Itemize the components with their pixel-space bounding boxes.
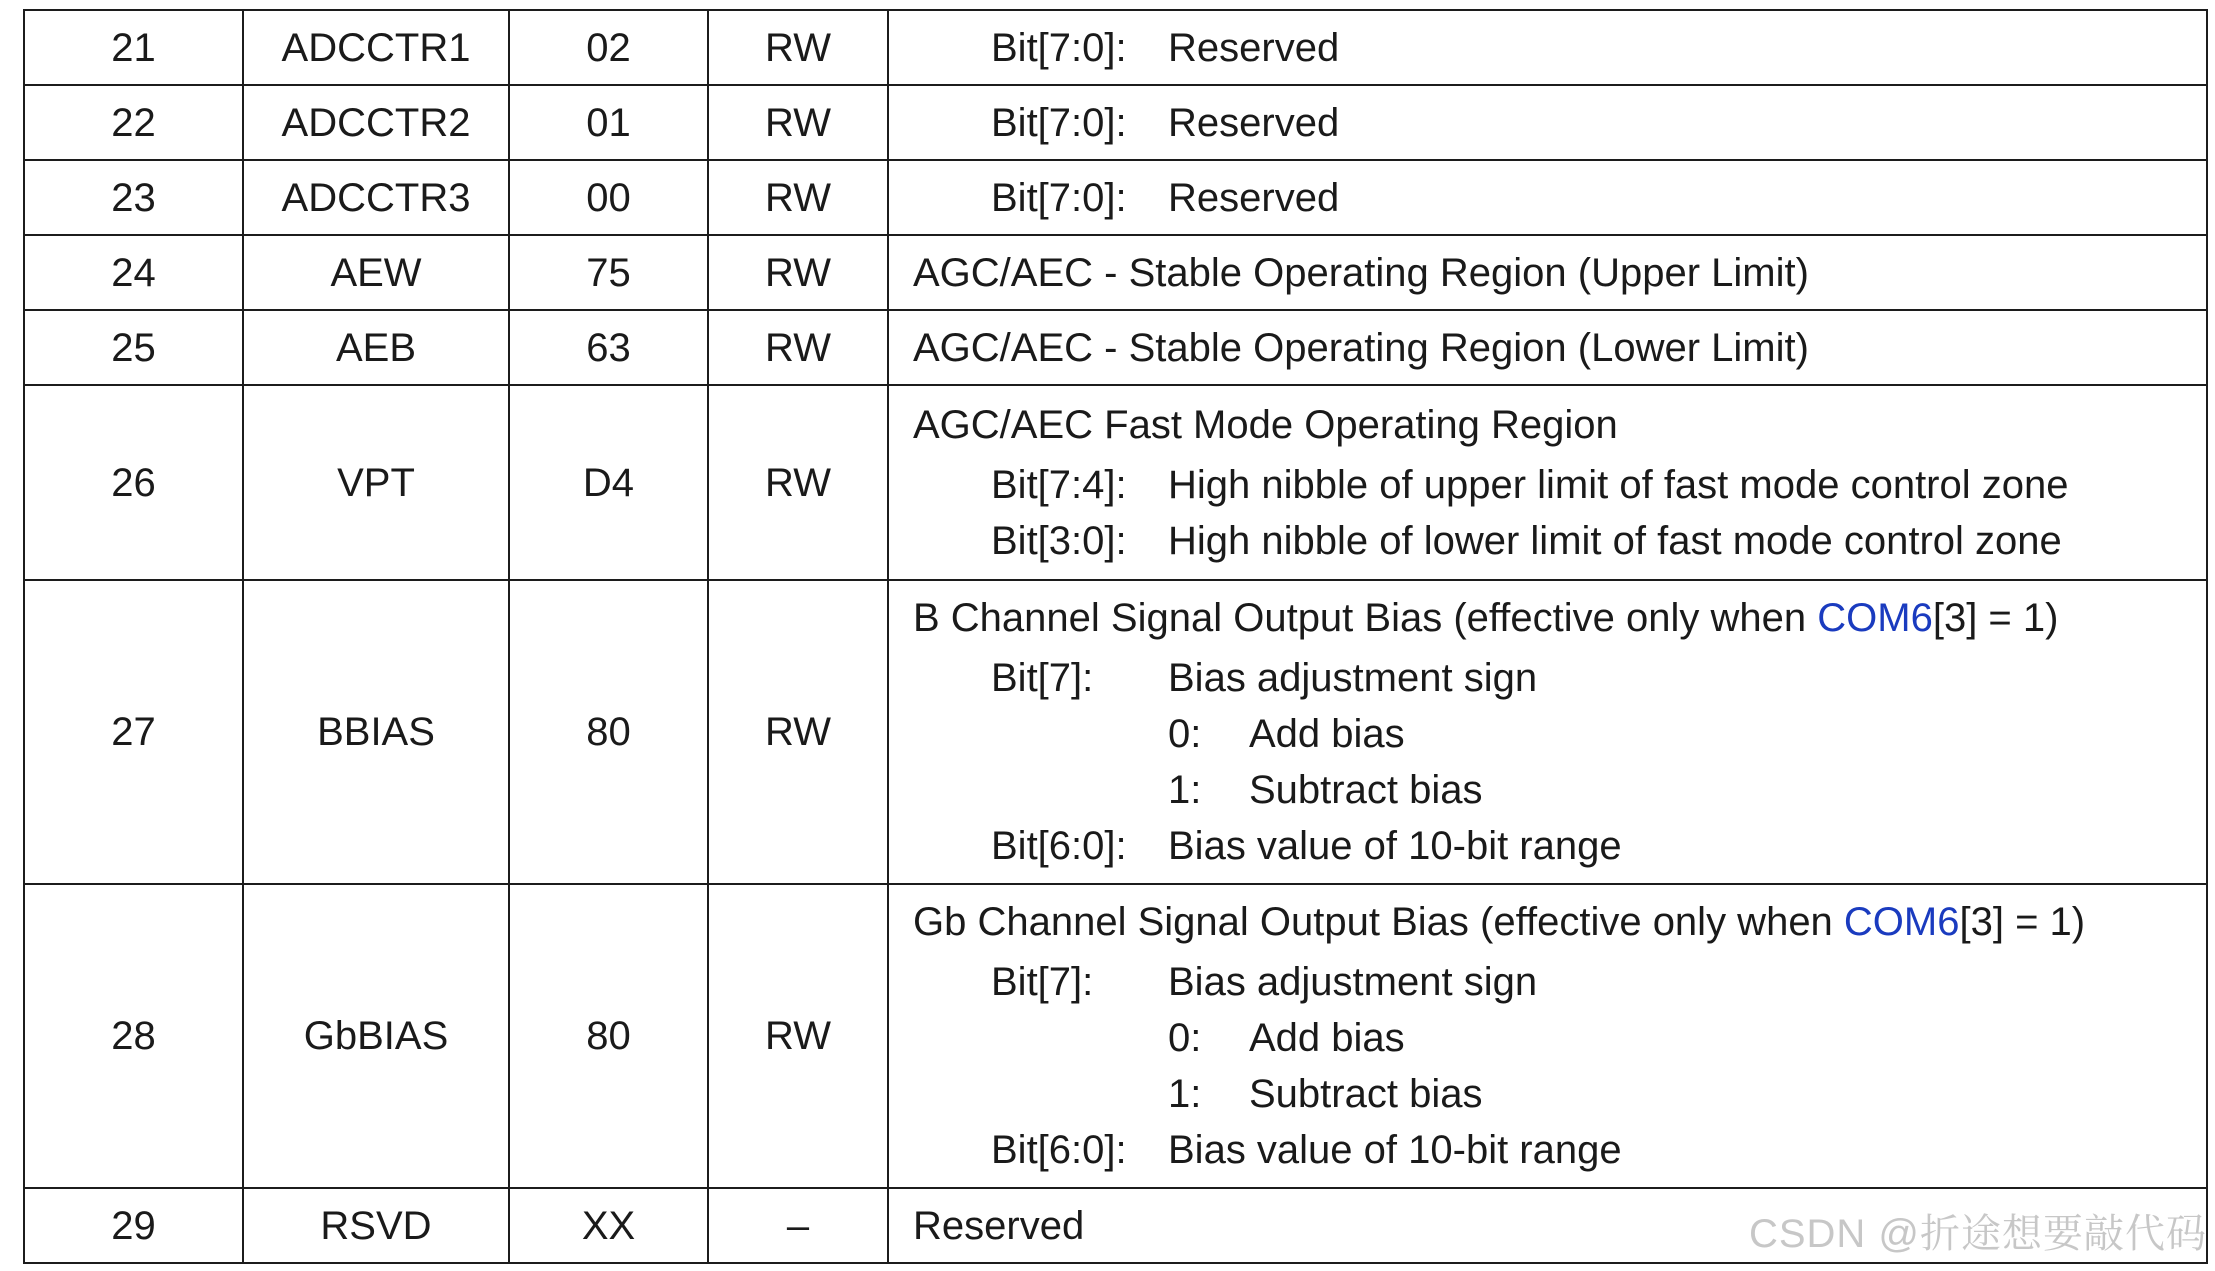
table-row-28 [24, 884, 2207, 1188]
description-cell: AGC/AEC - Stable Operating Region (Lower Limit) [888, 310, 2207, 385]
address-cell: 26 [24, 385, 243, 580]
bit-line [913, 1126, 2206, 1174]
bit-range: Bit[7:0]: [991, 175, 1127, 220]
option-key: 1: [1168, 768, 1202, 812]
rw-cell: RW [708, 884, 888, 1188]
bit-description: High nibble of upper limit of fast mode control zone [1168, 462, 2069, 507]
watermark: CSDN @折途想要敲代码 [1748, 1212, 2207, 1256]
com6-register-link[interactable]: COM6 [1843, 900, 1960, 944]
option-line [913, 1014, 2206, 1062]
bit-range: Bit[3:0]: [991, 518, 1127, 563]
description-cell [888, 884, 2207, 1188]
default-value-cell: XX [509, 1188, 708, 1263]
rw-cell: RW [708, 580, 888, 884]
address-cell: 28 [24, 884, 243, 1188]
address-cell: 24 [24, 235, 243, 310]
register-name-cell: VPT [243, 385, 509, 580]
com6-register-link[interactable]: COM6 [1817, 596, 1933, 640]
default-value-cell: D4 [509, 385, 708, 580]
address-cell: 29 [24, 1188, 243, 1263]
rw-cell: – [708, 1188, 888, 1263]
address-cell: 22 [24, 85, 243, 160]
description-cell [888, 580, 2207, 884]
option-text: Add bias [1249, 712, 1405, 756]
option-line [913, 766, 2206, 814]
register-name-cell: ADCCTR1 [243, 10, 509, 85]
table-row-22 [24, 85, 2207, 160]
rw-cell: RW [708, 310, 888, 385]
register-name-cell: ADCCTR3 [243, 160, 509, 235]
default-value-cell: 63 [509, 310, 708, 385]
register-name-cell: ADCCTR2 [243, 85, 509, 160]
description-cell [888, 385, 2207, 580]
register-name-cell: AEB [243, 310, 509, 385]
rw-cell: RW [708, 85, 888, 160]
option-text: Subtract bias [1249, 1072, 1483, 1116]
bit-range: Bit[7:0]: [991, 100, 1127, 145]
bit-range: Bit[7]: [991, 656, 1094, 700]
description-heading [913, 898, 2206, 946]
register-name-cell: AEW [243, 235, 509, 310]
table-row-23 [24, 160, 2207, 235]
description-cell: AGC/AEC - Stable Operating Region (Upper Limit) [888, 235, 2207, 310]
description-text: [3] = 1) [1932, 596, 2059, 640]
option-line [913, 1070, 2206, 1118]
bit-line [913, 517, 2206, 565]
bit-range: Bit[6:0]: [991, 824, 1127, 868]
bit-description: High nibble of lower limit of fast mode control zone [1168, 518, 2062, 563]
option-key: 0: [1168, 1016, 1202, 1060]
table-row-26 [24, 385, 2207, 580]
description-heading: AGC/AEC Fast Mode Operating Region [913, 402, 1618, 447]
bit-line [913, 822, 2206, 870]
description-cell: Reserved [888, 1188, 2207, 1263]
default-value-cell: 80 [509, 580, 708, 884]
register-table [23, 9, 2208, 1264]
description-text: Gb Channel Signal Output Bias (effective only when [913, 900, 1844, 944]
bit-range: Bit[6:0]: [991, 1128, 1127, 1172]
bit-range: Bit[7:0]: [991, 25, 1127, 70]
register-name-cell: BBIAS [243, 580, 509, 884]
description-cell [888, 160, 2207, 235]
option-text: Subtract bias [1249, 768, 1483, 812]
default-value-cell: 80 [509, 884, 708, 1188]
address-cell: 27 [24, 580, 243, 884]
option-text: Add bias [1249, 1016, 1405, 1060]
description-text: B Channel Signal Output Bias (effective only when [913, 596, 1818, 640]
option-line [913, 710, 2206, 758]
bit-line [913, 174, 2206, 222]
register-name-cell: GbBIAS [243, 884, 509, 1188]
bit-description: Bias adjustment sign [1168, 960, 1538, 1004]
description-text: [3] = 1) [1959, 900, 2086, 944]
default-value-cell: 75 [509, 235, 708, 310]
bit-line [913, 654, 2206, 702]
bit-description: Bias value of 10-bit range [1168, 824, 1622, 868]
bit-description: Reserved [1168, 175, 1340, 220]
rw-cell: RW [708, 160, 888, 235]
default-value-cell: 00 [509, 160, 708, 235]
table-row-24 [24, 235, 2207, 310]
table-row-27 [24, 580, 2207, 884]
rw-cell: RW [708, 10, 888, 85]
description-cell [888, 10, 2207, 85]
rw-cell: RW [708, 235, 888, 310]
address-cell: 23 [24, 160, 243, 235]
option-key: 0: [1168, 712, 1202, 756]
rw-cell: RW [708, 385, 888, 580]
register-name-cell: RSVD [243, 1188, 509, 1263]
bit-line [913, 24, 2206, 72]
description-heading [913, 594, 2206, 642]
bit-range: Bit[7:4]: [991, 462, 1127, 507]
bit-description: Bias adjustment sign [1168, 656, 1538, 700]
bit-range: Bit[7]: [991, 960, 1094, 1004]
bit-line [913, 461, 2206, 509]
bit-line [913, 958, 2206, 1006]
description-cell [888, 85, 2207, 160]
table-row-21 [24, 10, 2207, 85]
default-value-cell: 01 [509, 85, 708, 160]
bit-description: Reserved [1168, 100, 1340, 145]
bit-description: Bias value of 10-bit range [1168, 1128, 1622, 1172]
bit-description: Reserved [1168, 25, 1340, 70]
table-row-25 [24, 310, 2207, 385]
bit-line [913, 99, 2206, 147]
address-cell: 21 [24, 10, 243, 85]
address-cell: 25 [24, 310, 243, 385]
option-key: 1: [1168, 1072, 1202, 1116]
default-value-cell: 02 [509, 10, 708, 85]
